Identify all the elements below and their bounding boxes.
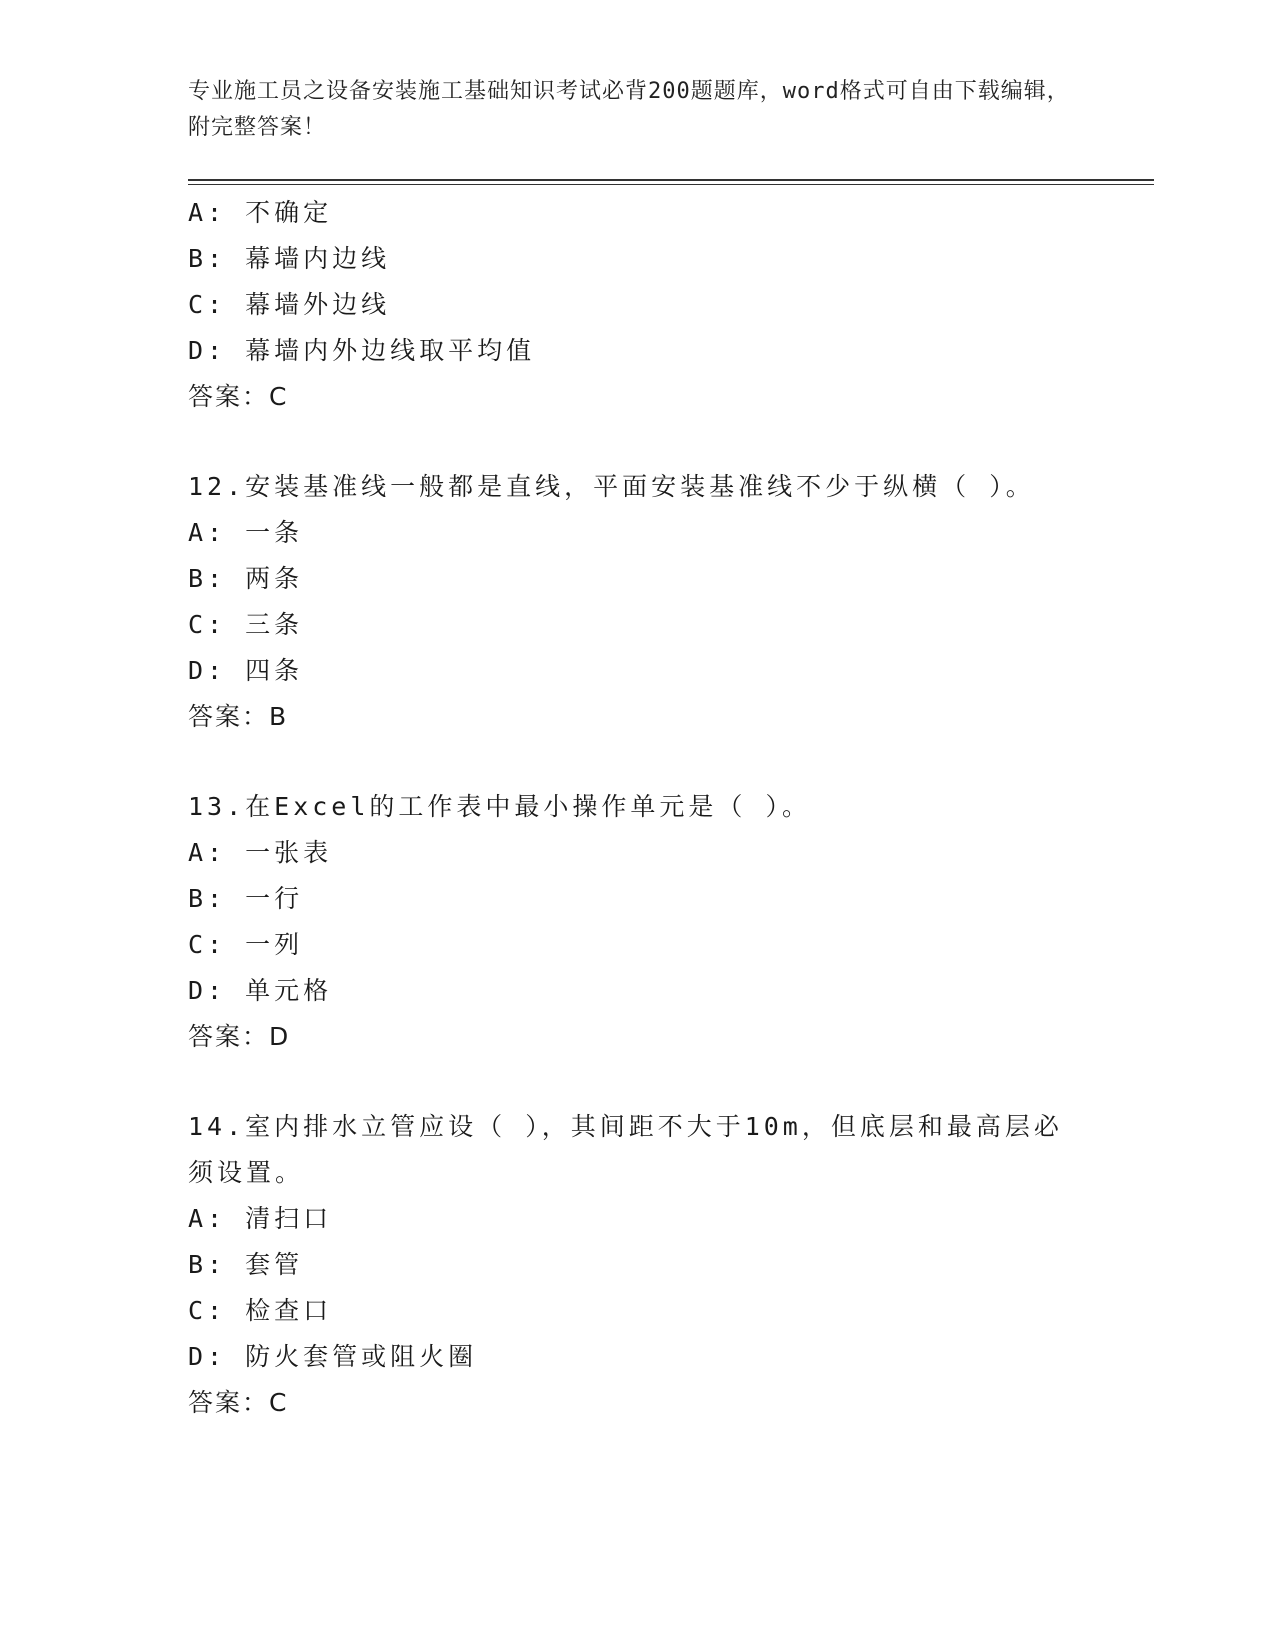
option-c: C: 幕墙外边线 (188, 290, 391, 319)
option-b: B: 两条 (188, 564, 304, 593)
question-block-11 (188, 190, 1088, 420)
spacer (188, 740, 1088, 784)
question-block-13 (188, 784, 1088, 1060)
option-c: C: 检查口 (188, 1296, 333, 1325)
spacer (188, 1060, 1088, 1104)
option-d: D: 单元格 (188, 976, 333, 1005)
option-b: B: 一行 (188, 884, 304, 913)
spacer (188, 420, 1088, 464)
option-a: A: 清扫口 (188, 1204, 333, 1233)
option-c: C: 一列 (188, 930, 304, 959)
header-divider-thin (188, 184, 1154, 185)
option-a: A: 不确定 (188, 198, 333, 227)
answer-line: 答案：C (188, 1388, 289, 1417)
question-text: 12.安装基准线一般都是直线，平面安装基准线不少于纵横（ ）。 (188, 472, 1035, 501)
option-a: A: 一条 (188, 518, 304, 547)
question-block-14 (188, 1104, 1088, 1426)
question-block-12 (188, 464, 1088, 740)
question-list (188, 190, 1088, 1426)
option-a: A: 一张表 (188, 838, 333, 867)
answer-line: 答案：D (188, 1022, 291, 1051)
answer-line: 答案：B (188, 702, 289, 731)
question-text: 14.室内排水立管应设（ ），其间距不大于10m，但底层和最高层必须设置。 (188, 1112, 1063, 1187)
option-d: D: 四条 (188, 656, 304, 685)
option-d: D: 幕墙内外边线取平均值 (188, 336, 536, 365)
document-header: 专业施工员之设备安装施工基础知识考试必背200题题库，word格式可自由下载编辑，附完整答案！ (188, 79, 1070, 140)
option-b: B: 幕墙内边线 (188, 244, 391, 273)
question-text: 13.在Excel的工作表中最小操作单元是（ ）。 (188, 792, 811, 821)
option-d: D: 防火套管或阻火圈 (188, 1342, 478, 1371)
option-c: C: 三条 (188, 610, 304, 639)
option-b: B: 套管 (188, 1250, 304, 1279)
answer-line: 答案：C (188, 382, 289, 411)
header-divider-thick (188, 179, 1154, 181)
